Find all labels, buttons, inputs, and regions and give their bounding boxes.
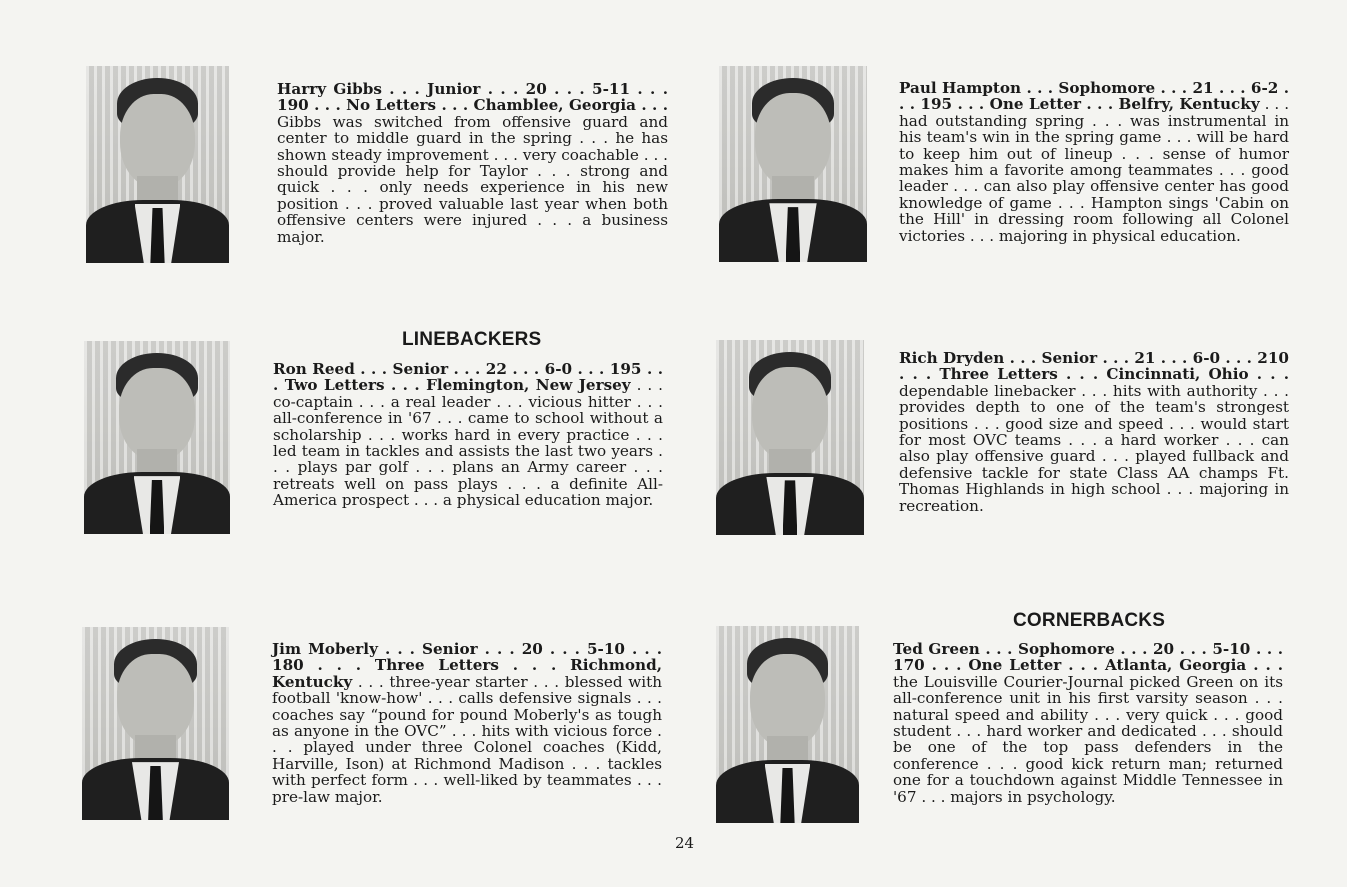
player-body-green: the Louisville Courier-Journal picked Green on its all-conference unit in his first varsity season . . . natural speed and ability . . . very quick . . . good student . . . hard worker and dedicated . . . should be one of the top pass defenders in the conference . . . good kick return man; returned one for a touchdown against Middle Tennessee in '67 . . . majors in psychology. bbox=[893, 672, 1283, 806]
player-header-gibbs: Harry Gibbs . . . Junior . . . 20 . . . 5-11 . . . 190 . . . No Letters . . . Chamblee, Georgia . . . bbox=[277, 80, 668, 115]
player-header-green: Ted Green . . . Sophomore . . . 20 . . . 5-10 . . . 170 . . . One Letter . . . Atlanta, Georgia . . . bbox=[893, 640, 1283, 675]
page-number: 24 bbox=[675, 834, 695, 852]
player-header-moberly: Jim Moberly . . . Senior . . . 20 . . . 5-10 . . . 180 . . . Three Letters . . . Richmond, Kentucky bbox=[272, 640, 662, 691]
player-body-dryden: dependable linebacker . . . hits with authority . . . provides depth to one of the team's strongest positions . . . good size and speed . . . would start for most OVC teams . . . a hard worker . . . can also play offensive guard . . . played fullback and defensive tackle for state Class AA champs Ft. Thomas Highlands in high school . . . majoring in recreation. bbox=[899, 381, 1289, 515]
player-body-reed: . . . co-captain . . . a real leader . . . vicious hitter . . . all-conference in '67 . . . came to school without a scholarship . . . works hard in every practice . . . led team in tackles and assists the last two years . . . plays par golf . . . plans an Army career . . . retreats well on pass plays . . . a definite All-America prospect . . . a physical education major. bbox=[273, 376, 664, 510]
player-bio-hampton bbox=[899, 80, 1289, 244]
player-photo-reed bbox=[84, 341, 230, 534]
player-header-reed: Ron Reed . . . Senior . . . 22 . . . 6-0 . . . 195 . . . Two Letters . . . Flemington, New Jersey bbox=[273, 360, 663, 395]
player-header-dryden: Rich Dryden . . . Senior . . . 21 . . . 6-0 . . . 210 . . . Three Letters . . . Cincinnati, Ohio . . . bbox=[899, 349, 1289, 384]
section-heading-linebackers: LINEBACKERS bbox=[402, 329, 542, 350]
player-photo-dryden bbox=[716, 340, 864, 535]
player-photo-gibbs bbox=[86, 66, 229, 263]
player-header-hampton: Paul Hampton . . . Sophomore . . . 21 . . . 6-2 . . . 195 . . . One Letter . . . Belfry, Kentucky bbox=[899, 79, 1289, 114]
player-body-gibbs: Gibbs was switched from offensive guard and center to middle guard in the spring . . . he has shown steady improvement . . . very coachable . . . should provide help for Taylor . . . strong and quick . . . only needs experience in his new position . . . proved valuable last year when both offensive centers were injured . . . a business major. bbox=[277, 112, 668, 246]
player-body-moberly: . . . three-year starter . . . blessed with football 'know-how' . . . calls defensive signals . . . coaches say “pound for pound Moberly's as tough as anyone in the OVC” . . . hits with vicious force . . . played under three Colonel coaches (Kidd, Harville, Ison) at Richmond Madison . . . tackles with perfect form . . . well-liked by teammates . . . pre-law major. bbox=[272, 672, 662, 806]
section-heading-cornerbacks: CORNERBACKS bbox=[1013, 610, 1166, 631]
player-bio-green bbox=[893, 641, 1283, 805]
player-photo-moberly bbox=[82, 627, 229, 820]
player-bio-dryden bbox=[899, 350, 1289, 514]
player-bio-gibbs bbox=[277, 81, 668, 245]
player-photo-green bbox=[716, 626, 859, 823]
player-photo-hampton bbox=[719, 66, 867, 262]
player-bio-reed bbox=[273, 361, 663, 509]
player-bio-moberly bbox=[272, 641, 662, 805]
player-body-hampton: . . . had outstanding spring . . . was instrumental in his team's win in the spring game . . . will be hard to keep him out of lineup . . . sense of humor makes him a favorite among teammates . . . good leader . . . can also play offensive center has good knowledge of game . . . Hampton sings 'Cabin on the Hill' in dressing room following all Colonel victories . . . majoring in physical education. bbox=[899, 95, 1290, 245]
